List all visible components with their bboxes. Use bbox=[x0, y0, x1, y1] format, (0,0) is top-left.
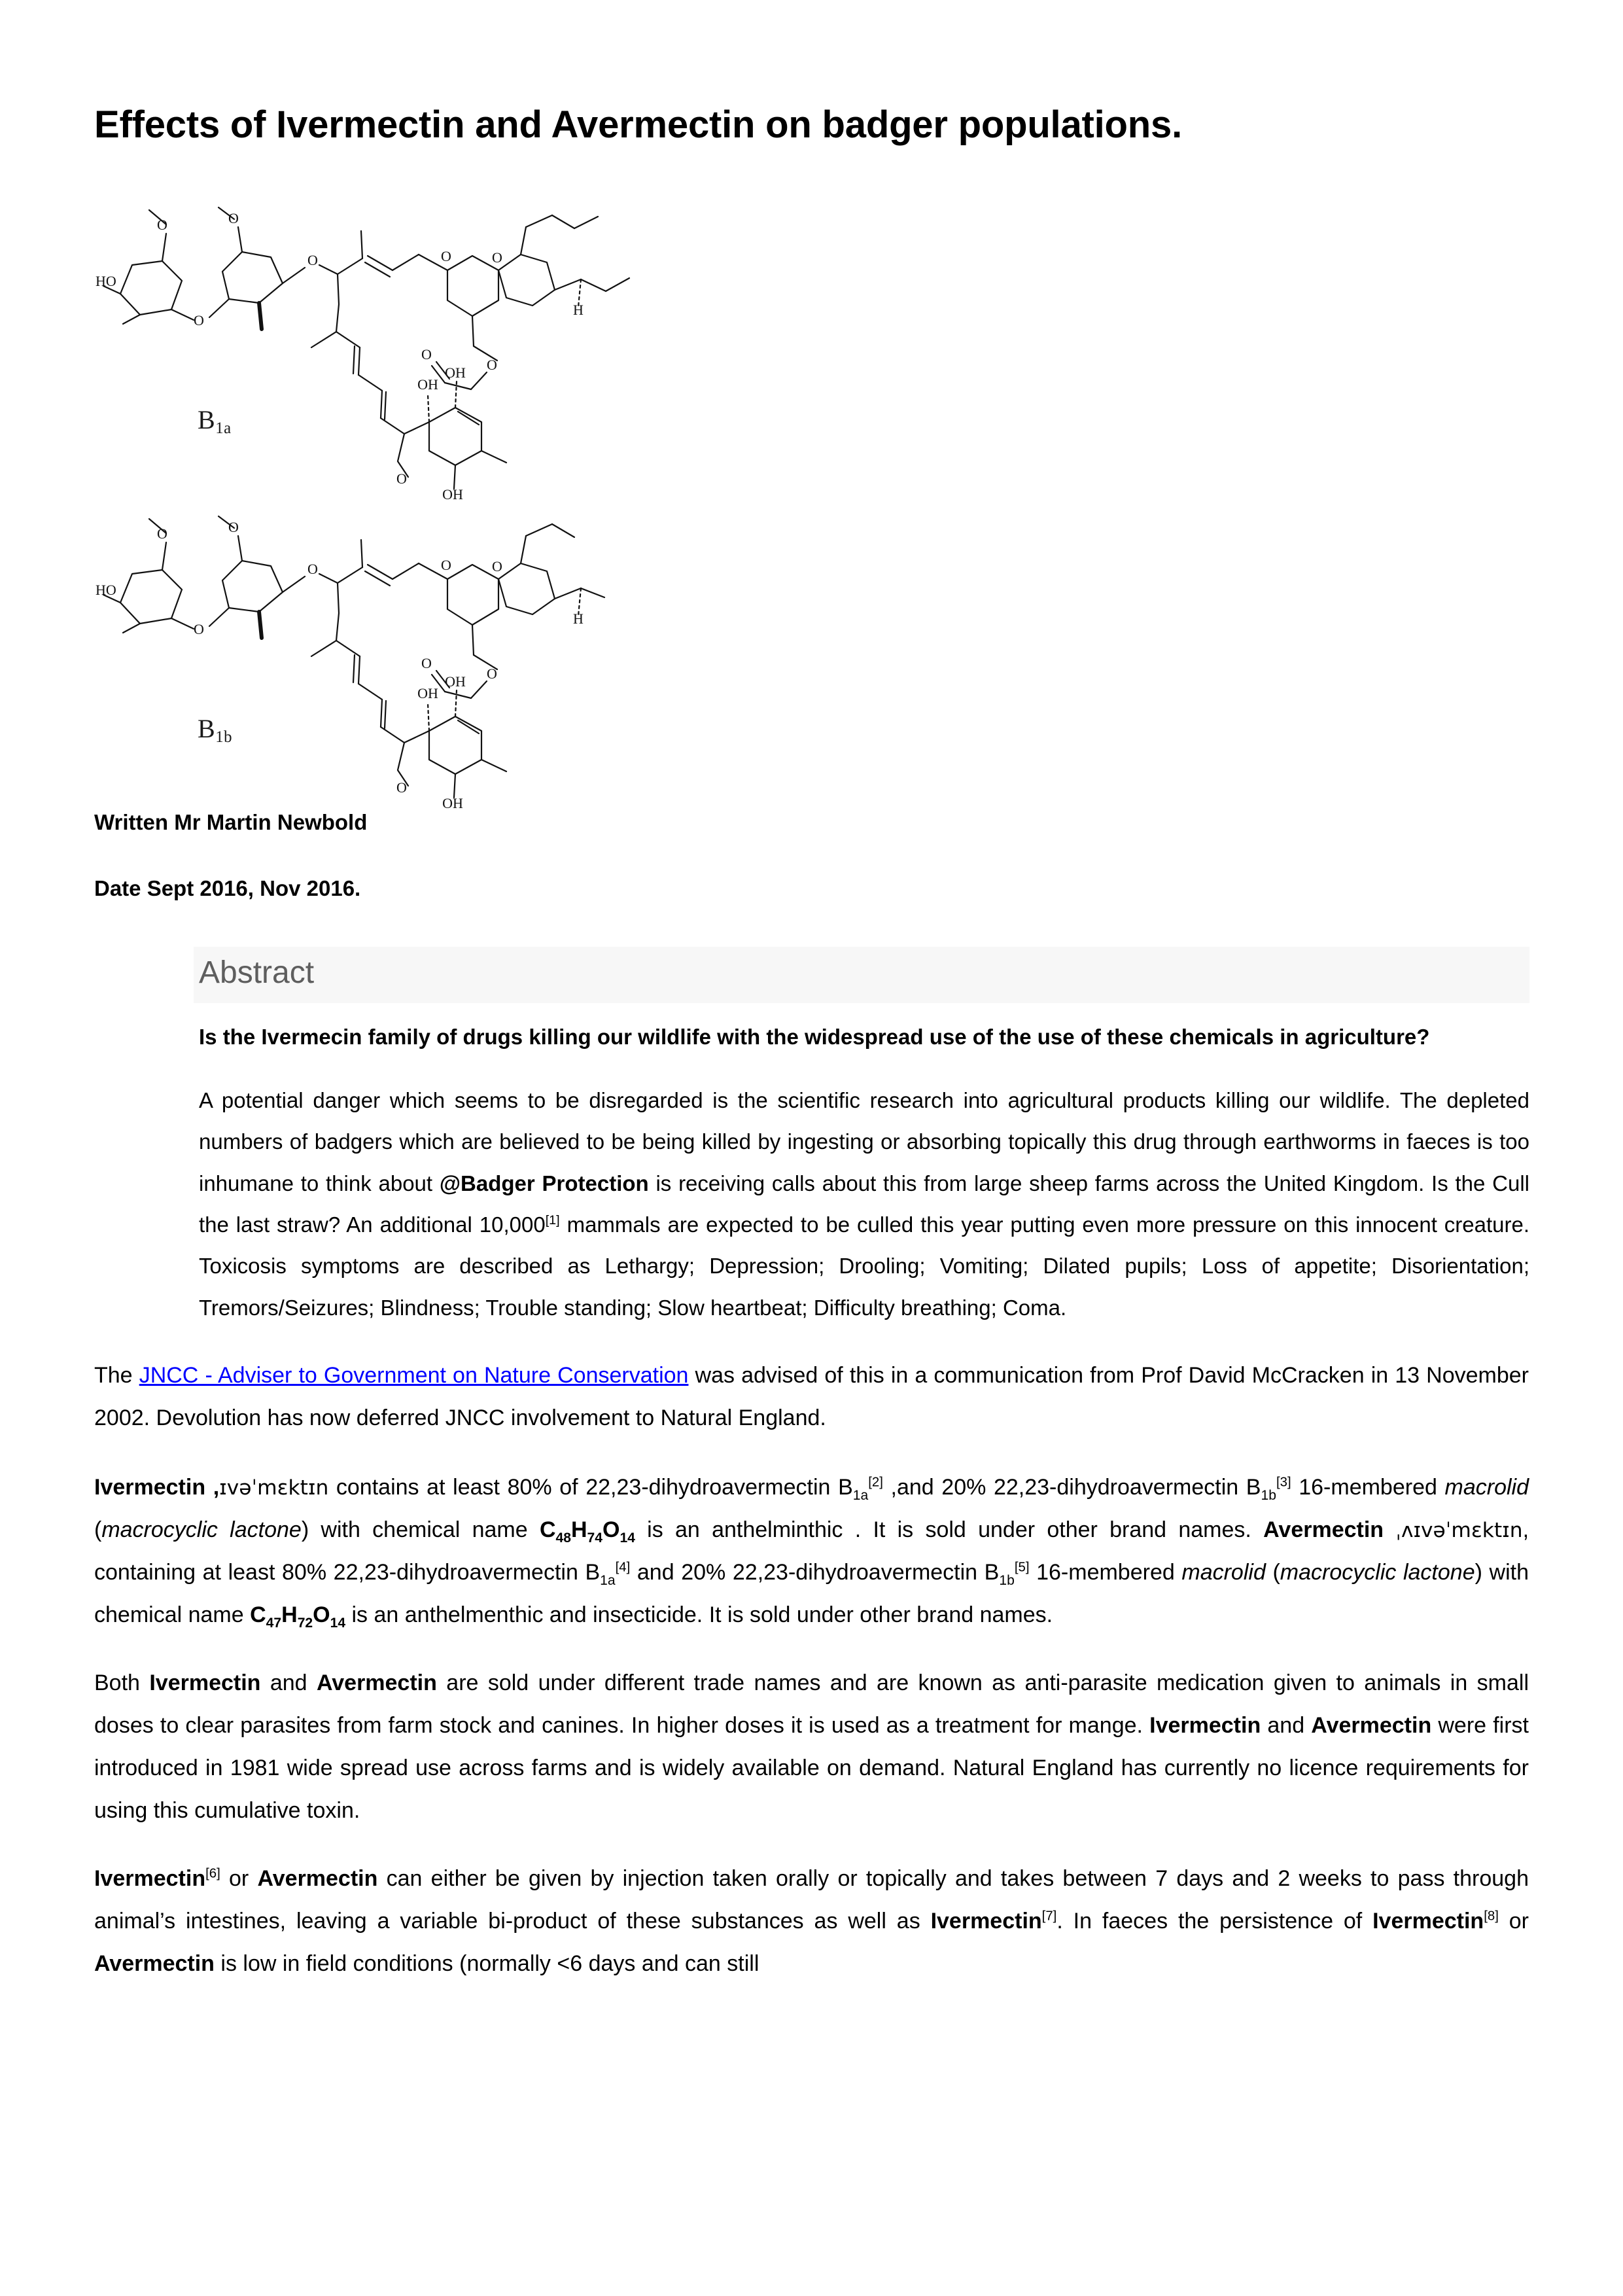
badger-protection-mention: @Badger Protection bbox=[439, 1171, 649, 1195]
formula2-h: H bbox=[281, 1602, 298, 1628]
svg-text:OH: OH bbox=[442, 486, 463, 503]
ivermectin-term: Ivermectin , bbox=[94, 1474, 220, 1500]
macrolid-italic-2: macrolid bbox=[1181, 1560, 1266, 1585]
jncc-link[interactable]: JNCC - Adviser to Government on Nature Conservation bbox=[139, 1363, 689, 1388]
pers-seg-4: or bbox=[1498, 1909, 1529, 1934]
author-line: Written Mr Martin Newbold bbox=[94, 809, 368, 834]
ivermectin-formula bbox=[539, 1517, 635, 1545]
trade-seg-2: and bbox=[260, 1670, 317, 1695]
formula-h: H bbox=[570, 1517, 587, 1542]
reference-6: [6] bbox=[205, 1866, 220, 1881]
formula-o: O bbox=[602, 1517, 620, 1542]
formula-c: C bbox=[539, 1517, 556, 1542]
formula-c-count: 48 bbox=[555, 1530, 571, 1545]
trade-names-paragraph bbox=[94, 1637, 1529, 1833]
pers-seg-5: is low in field conditions (normally <6 days and can still bbox=[214, 1951, 759, 1977]
ivermectin-ipa: ɪvəˈmɛktɪn bbox=[219, 1475, 329, 1500]
def-seg-4: ( bbox=[94, 1517, 102, 1542]
svg-text:O: O bbox=[396, 779, 407, 796]
svg-text:O: O bbox=[396, 470, 407, 487]
avermectin-ipa: ˌʌɪvəˈmɛktɪn bbox=[1395, 1518, 1523, 1542]
abstract-text-1: A potential danger which seems to be disregarded is the scientific research into agricultural products killing our wildlife. The depleted numbers of badgers which are believed to be being killed by ingesting or absorbing topically this drug through earthworms in faeces is too inhumane to think about bbox=[199, 1087, 1529, 1195]
formula2-o: O bbox=[313, 1602, 330, 1628]
structure-label-b1a bbox=[198, 404, 232, 438]
abstract-section bbox=[194, 947, 1529, 1328]
svg-text:O: O bbox=[441, 247, 451, 264]
svg-text:OH: OH bbox=[445, 364, 466, 381]
persistence-paragraph bbox=[94, 1833, 1529, 1986]
def-seg-7: , containing at least 80% 22,23-dihydroavermectin B bbox=[94, 1517, 1529, 1585]
svg-text:HO: HO bbox=[96, 581, 116, 598]
reference-4: [4] bbox=[615, 1560, 631, 1575]
jncc-paragraph bbox=[94, 1328, 1529, 1440]
formula2-o-count: 14 bbox=[330, 1616, 346, 1631]
avermectin-bold-1: Avermectin bbox=[316, 1670, 437, 1695]
svg-text:H: H bbox=[573, 610, 584, 627]
svg-text:O: O bbox=[492, 249, 502, 266]
abstract-text-3: mammals are expected to be culled this year putting even more pressure on this innocent creature. Toxicosis symptoms are described as Lethargy; Depression; Drooling; Vomiting; Dilated pupils; Loss of appetite; Disorientation; Tremors/Seizures; Blindness; Trouble standing; Slow heartbeat; Difficulty breathing; Coma. bbox=[199, 1212, 1529, 1320]
macrocyclic-lactone-italic: macrocyclic lactone bbox=[101, 1517, 302, 1542]
avermectin-term: Avermectin bbox=[1263, 1517, 1384, 1542]
svg-text:OH: OH bbox=[417, 684, 438, 701]
svg-text:O: O bbox=[487, 665, 497, 682]
structure-label-base: B bbox=[198, 713, 216, 743]
abstract-question: Is the Ivermecin family of drugs killing our wildlife with the widespread use of the use of these chemicals in agriculture? bbox=[199, 1024, 1430, 1049]
ivermectin-bold-4: Ivermectin bbox=[930, 1909, 1042, 1934]
svg-text:O: O bbox=[307, 251, 318, 268]
svg-text:OH: OH bbox=[445, 673, 466, 690]
structure-label-base: B bbox=[198, 404, 216, 434]
svg-text:O: O bbox=[492, 557, 502, 574]
svg-text:O: O bbox=[307, 560, 318, 577]
definition-paragraph bbox=[94, 1440, 1529, 1637]
avermectin-bold-2: Avermectin bbox=[1311, 1712, 1432, 1738]
trade-seg-3: are sold under different trade names and are known as anti-parasite medication given to animals in small doses to clear parasites from farm stock and canines. In higher doses it is used as a treatment for mange. bbox=[94, 1670, 1529, 1738]
b1a-subscript: 1a bbox=[852, 1487, 869, 1503]
def-seg-3: 16-membered bbox=[1291, 1474, 1445, 1500]
svg-text:O: O bbox=[421, 345, 432, 362]
reference-3: [3] bbox=[1276, 1475, 1291, 1490]
trade-seg-1: Both bbox=[94, 1670, 150, 1695]
trade-seg-5: were first introduced in 1981 wide spread use across farms and is widely available on demand. Natural England has currently no licence requirements for using this cumulative toxin. bbox=[94, 1712, 1529, 1824]
date-line: Date Sept 2016, Nov 2016. bbox=[94, 875, 361, 900]
avermectin-b1b-structure bbox=[94, 490, 696, 811]
svg-text:O: O bbox=[487, 356, 497, 373]
macrolid-italic: macrolid bbox=[1444, 1474, 1529, 1500]
ivermectin-bold-2: Ivermectin bbox=[1149, 1712, 1261, 1738]
pers-seg-1: or bbox=[220, 1865, 258, 1891]
reference-1: [1] bbox=[545, 1213, 560, 1227]
reference-8: [8] bbox=[1484, 1909, 1499, 1924]
ivermectin-bold-1: Ivermectin bbox=[149, 1670, 261, 1695]
structure-label-sub: 1a bbox=[215, 419, 232, 438]
def-seg-10: ( bbox=[1265, 1560, 1280, 1585]
pers-seg-3: . In faeces the persistence of bbox=[1056, 1909, 1373, 1934]
avermectin-bold-3: Avermectin bbox=[257, 1865, 378, 1891]
def-seg-2: ,and 20% 22,23-dihydroavermectin B bbox=[882, 1474, 1261, 1500]
page-title: Effects of Ivermectin and Avermectin on badger populations. bbox=[94, 103, 1182, 146]
formula2-c: C bbox=[250, 1602, 266, 1628]
b1a-subscript-2: 1a bbox=[600, 1572, 616, 1588]
def-seg-8: and 20% 22,23-dihydroavermectin B bbox=[630, 1560, 1000, 1585]
b1b-subscript: 1b bbox=[1261, 1487, 1276, 1503]
avermectin-b1a-structure bbox=[94, 181, 696, 503]
svg-text:O: O bbox=[228, 518, 239, 535]
reference-2: [2] bbox=[868, 1475, 883, 1490]
ivermectin-bold-3: Ivermectin bbox=[94, 1865, 206, 1891]
def-seg-1: contains at least 80% of 22,23-dihydroavermectin B bbox=[328, 1474, 853, 1500]
abstract-heading: Abstract bbox=[194, 947, 1529, 1002]
svg-text:O: O bbox=[157, 525, 167, 542]
structure-label-sub: 1b bbox=[215, 728, 232, 747]
macrocyclic-lactone-italic-2: macrocyclic lactone bbox=[1280, 1560, 1475, 1585]
jncc-lead-text: The bbox=[94, 1363, 139, 1388]
def-seg-11: ) with chemical name bbox=[94, 1560, 1529, 1628]
svg-text:O: O bbox=[194, 620, 204, 637]
svg-text:O: O bbox=[421, 654, 432, 671]
structure-label-b1b bbox=[198, 713, 232, 747]
avermectin-formula bbox=[250, 1602, 346, 1631]
trade-seg-4: and bbox=[1261, 1712, 1312, 1738]
svg-text:O: O bbox=[194, 311, 204, 328]
svg-text:O: O bbox=[441, 556, 451, 573]
pers-seg-2: can either be given by injection taken orally or topically and takes between 7 days and 2 weeks to pass through animal’s intestines, leaving a variable bi-product of these substances as well as bbox=[94, 1865, 1529, 1934]
svg-text:O: O bbox=[157, 216, 167, 233]
def-seg-6: is an anthelminthic . It is sold under other brand names. bbox=[635, 1517, 1264, 1542]
svg-text:H: H bbox=[573, 301, 584, 318]
chemical-structures bbox=[94, 181, 1529, 811]
formula-h-count: 74 bbox=[587, 1530, 602, 1545]
svg-text:O: O bbox=[228, 209, 239, 226]
jncc-tail-text: was advised of this in a communication from Prof David McCracken in 13 November 2002. Devolution has now deferred JNCC involvement to Natural England. bbox=[94, 1363, 1529, 1431]
abstract-text-2: is receiving calls about this from large sheep farms across the United Kingdom. Is the Cull the last straw? An additional 10,000 bbox=[199, 1171, 1529, 1237]
svg-text:HO: HO bbox=[96, 272, 116, 289]
formula-o-count: 14 bbox=[620, 1530, 635, 1545]
formula2-h-count: 72 bbox=[297, 1616, 313, 1631]
reference-7: [7] bbox=[1041, 1909, 1057, 1924]
def-seg-12: is an anthelmenthic and insecticide. It is sold under other brand names. bbox=[345, 1602, 1053, 1628]
avermectin-bold-4: Avermectin bbox=[94, 1951, 215, 1977]
formula2-c-count: 47 bbox=[266, 1616, 282, 1631]
b1b-subscript-2: 1b bbox=[999, 1572, 1015, 1588]
def-seg-5: ) with chemical name bbox=[301, 1517, 540, 1542]
def-seg-9: 16-membered bbox=[1029, 1560, 1182, 1585]
abstract-body bbox=[194, 1057, 1529, 1328]
reference-5: [5] bbox=[1014, 1560, 1030, 1575]
svg-text:OH: OH bbox=[417, 376, 438, 393]
svg-text:OH: OH bbox=[442, 794, 463, 811]
ivermectin-bold-5: Ivermectin bbox=[1372, 1909, 1484, 1934]
